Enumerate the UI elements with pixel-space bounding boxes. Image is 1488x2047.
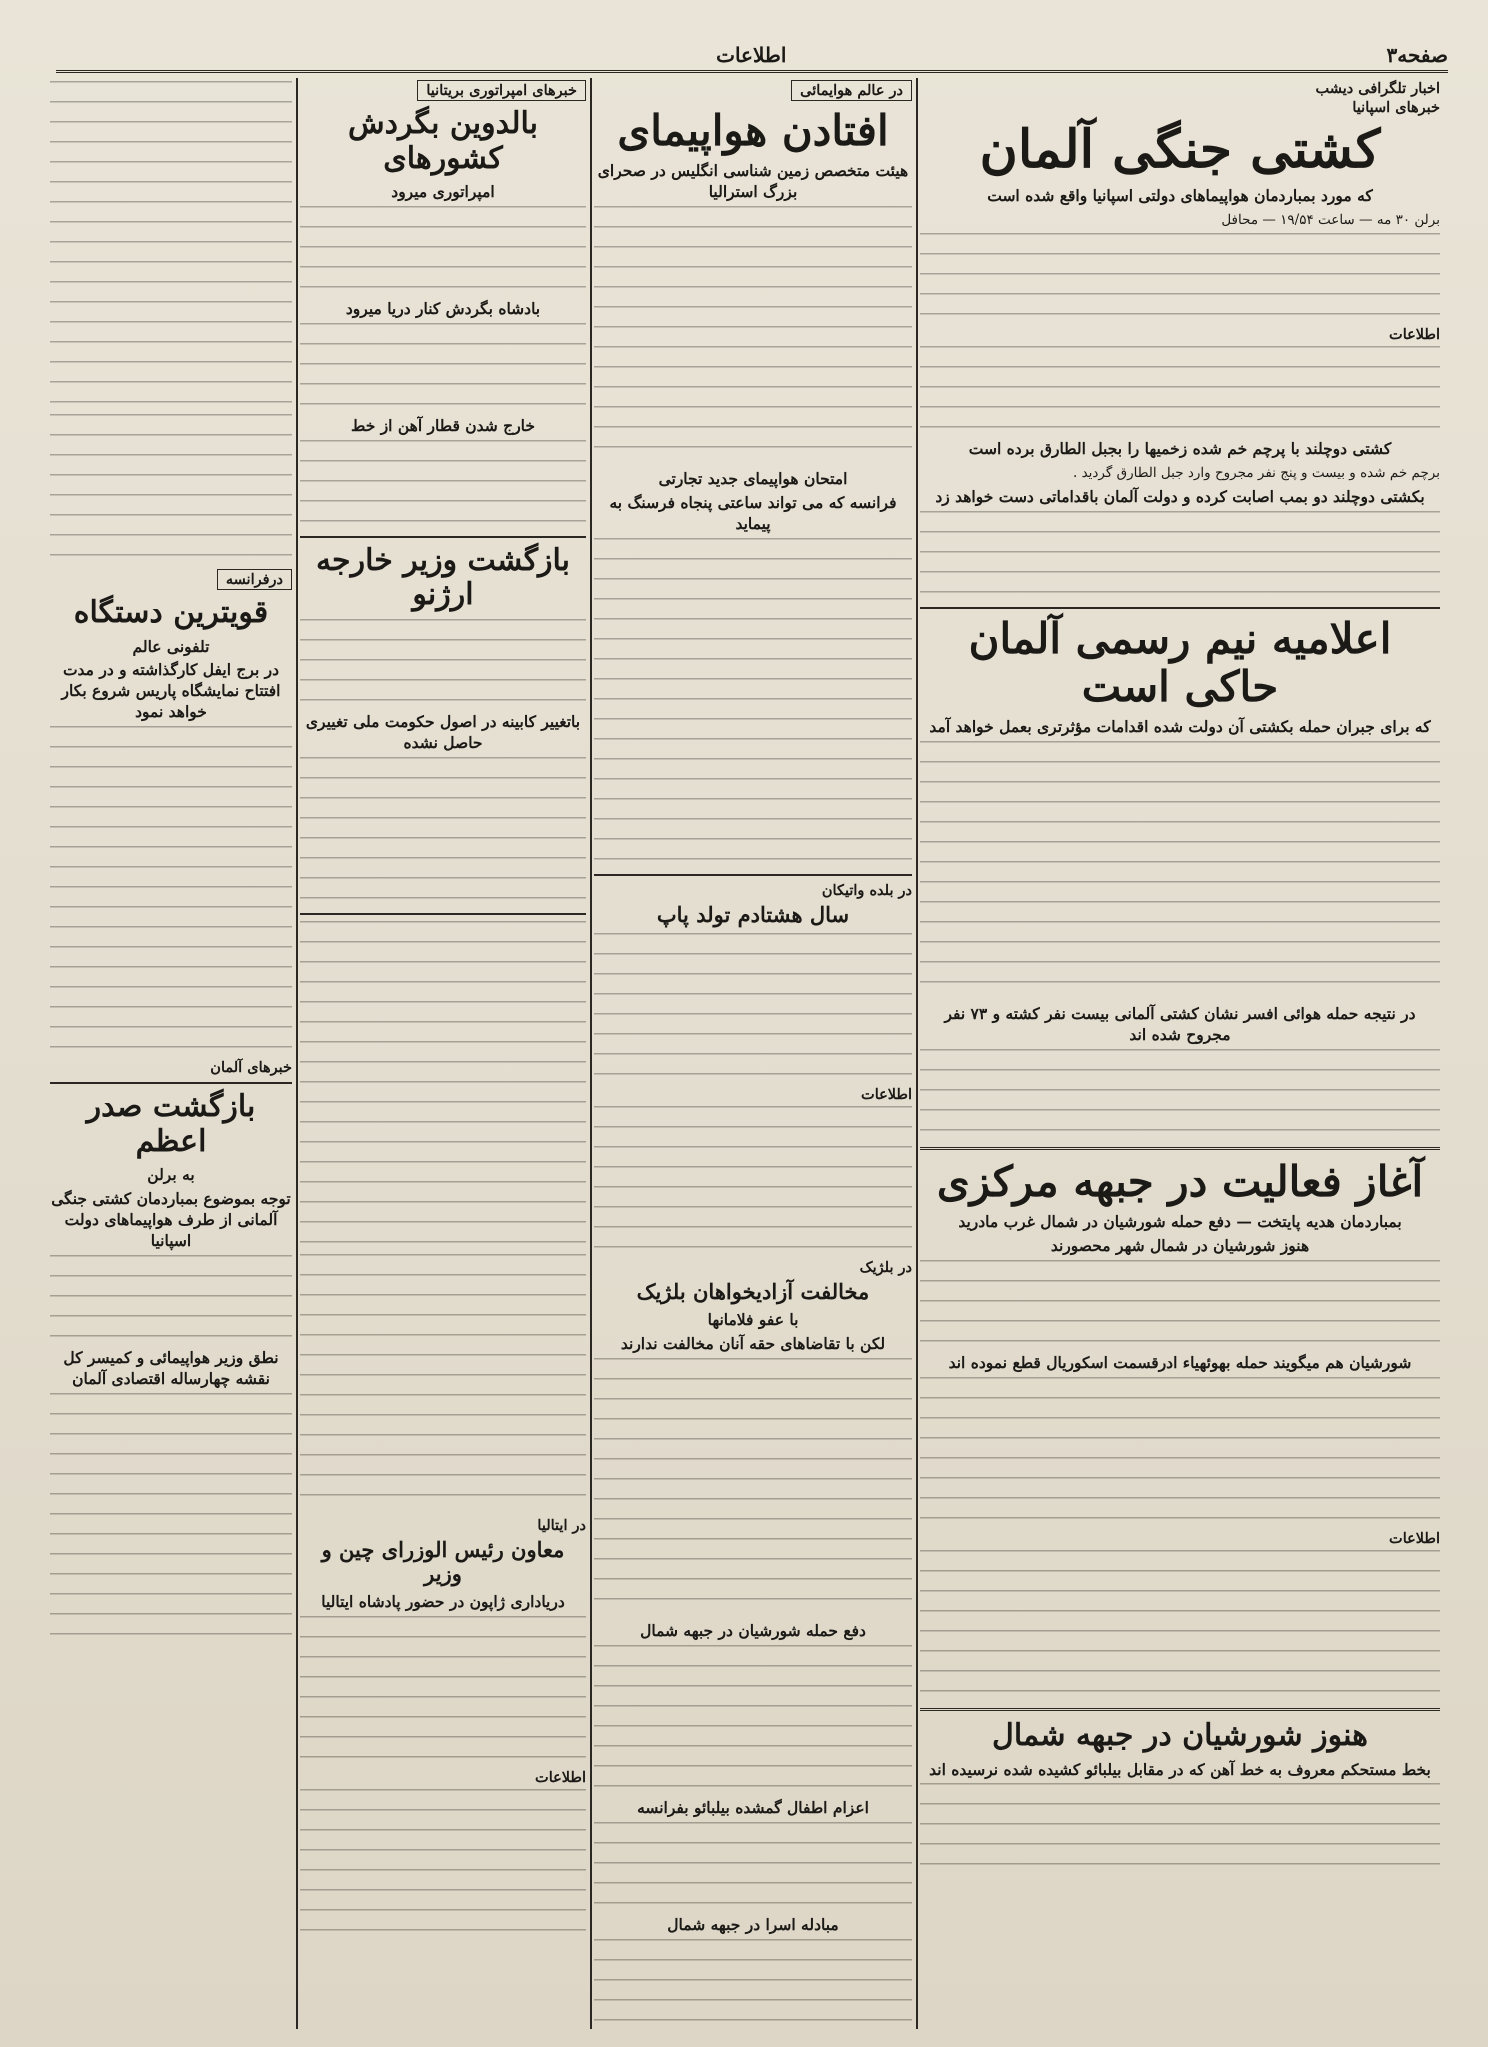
article-body (920, 233, 1440, 323)
divider (50, 1082, 292, 1084)
subhead: بادشاه بگردش کنار دریا میرود (345, 298, 541, 318)
kicker: در بلژیک (859, 1259, 912, 1277)
info-label: اطلاعات (861, 1086, 912, 1104)
column-rule-1 (916, 78, 918, 2029)
subhead: کشتی دوچلند با پرچم خم شده زخمیها را بجبل الطارق برده است (968, 439, 1392, 459)
subhead: امپراتوری میرود (391, 182, 495, 201)
divider (594, 874, 912, 876)
article-body (920, 741, 1440, 1001)
divider (920, 607, 1440, 609)
article-body (920, 511, 1440, 601)
article-body (594, 933, 912, 1083)
article-body (50, 1255, 292, 1345)
headline-chancellor-return: بازگشت صدر اعظم (86, 1089, 256, 1159)
column-british-empire (300, 78, 586, 2029)
divider (300, 913, 586, 915)
column-rule-2 (590, 78, 592, 2029)
subhead: دریاداری ژاپون در حضور پادشاه ایتالیا (321, 1591, 565, 1611)
page-number: صفحه۳ (1386, 43, 1448, 67)
subhead: اعزام اطفال گمشده بیلبائو بفرانسه (637, 1797, 869, 1817)
section-right-label: اخبار تلگرافی دیشب (1315, 80, 1440, 97)
article-body (50, 726, 292, 1056)
info-label: اطلاعات (535, 1768, 586, 1786)
kicker: در ایتالیا (537, 1516, 586, 1534)
article-body (920, 1783, 1440, 1873)
subhead: بخط مستحکم معروف به خط آهن که در مقابل بیلبائو کشیده شده نرسیده اند (929, 1759, 1431, 1779)
subhead: بمباردمان هدیه پایتخت — دفع حمله شورشیان در شمال غرب مادرید (958, 1212, 1402, 1232)
paper-name: اطلاعات (716, 43, 787, 67)
article-body (920, 1377, 1440, 1527)
subhead: امتحان هواپیمای جدید تجارتی (658, 469, 848, 489)
article-body (50, 1393, 292, 1653)
article-body (300, 619, 586, 709)
article-body (50, 414, 292, 564)
subhead: مبادله اسرا در جبهه شمال (667, 1914, 839, 1934)
article-body (594, 1822, 912, 1912)
section-title: خبرهای اسپانیا (1352, 99, 1440, 116)
headline-belgium: مخالفت آزادیخواهان بلژیک (636, 1279, 870, 1305)
subhead: باتغییر کابینه در اصول حکومت ملی تغییری حاصل نشده (305, 711, 581, 752)
article-body (300, 323, 586, 413)
article-body (300, 757, 586, 907)
article-body (300, 921, 586, 1251)
divider (920, 1708, 1440, 1711)
headline-german-communique: اعلامیه نیم رسمی آلمان حاکی است (968, 613, 1392, 711)
subhead: خارج شدن قطار آهن از خط (351, 415, 535, 435)
subhead: هیئت متخصص زمین شناسی انگلیس در صحرای بزرگ استرالیا (597, 161, 909, 202)
kicker: در بلده واتیکان (821, 881, 912, 899)
subhead: نطق وزیر هواپیمائی و کمیسر کل نقشه چهارساله اقتصادی آلمان (63, 1347, 279, 1388)
kicker: درفرانسه (217, 569, 292, 590)
article-body (920, 1049, 1440, 1139)
subhead: که برای جبران حمله بکشتی آن دولت شده اقدامات مؤثرتری بعمل خواهد آمد (929, 717, 1431, 737)
article-body (300, 1789, 586, 1939)
subhead: در نتیجه حمله هوائی افسر نشان کشتی آلمانی بیست نفر کشته و ۷۳ نفر مجروح شده اند (944, 1004, 1416, 1045)
subhead: در برج ایفل کارگذاشته و در مدت افتتاح نمایشگاه پاریس شروع بکار خواهد نمود (61, 660, 281, 722)
article-body (300, 206, 586, 296)
article-body (300, 1616, 586, 1766)
article-body (594, 1106, 912, 1256)
column-rule-3 (296, 78, 298, 2029)
article-body (594, 206, 912, 466)
headline-chinese-vice-premier: معاون رئیس الوزرای چین و وزیر (321, 1536, 565, 1586)
headline-northern-front: هنوز شورشیان در جبهه شمال (992, 1718, 1368, 1754)
article-body (50, 81, 292, 411)
headline-central-front: آغاز فعالیت در جبهه مرکزی (936, 1156, 1424, 1206)
headline-baldwin: بالدوین بگردش کشورهای (348, 106, 538, 176)
subhead: لکن با تقاضاهای حقه آنان مخالفت ندارند (620, 1334, 886, 1354)
subhead: بکشتی دوچلند دو بمب اصابت کرده و دولت آلمان باقداماتی دست خواهد زد (935, 486, 1425, 506)
kicker: خبرهای امپراتوری بریتانیا (417, 80, 586, 101)
subhead: با عفو فلامانها (707, 1310, 799, 1330)
article-body (300, 1254, 586, 1514)
headline-foreign-minister: بازگشت وزیر خارجه ارژنو (315, 542, 571, 613)
headline-plane-crash: افتادن هواپیمای (617, 106, 889, 155)
article-body (300, 440, 586, 530)
divider (920, 1147, 1440, 1150)
article-body (594, 1358, 912, 1618)
column-aviation (594, 78, 912, 2029)
headline-pope-birthday: سال هشتادم تولد پاپ (656, 901, 850, 927)
divider (300, 536, 586, 538)
subhead: به برلن (147, 1165, 195, 1185)
article-body (920, 346, 1440, 436)
info-label: اطلاعات (1389, 326, 1440, 344)
kicker: در عالم هوایمائی (791, 80, 912, 101)
article-body (594, 1645, 912, 1795)
headline-german-warship: کشتی جنگی آلمان (979, 119, 1381, 180)
article-body (594, 1939, 912, 2029)
subhead: که مورد بمباردمان هواپیماهای دولتی اسپانیا واقع شده است (987, 185, 1373, 205)
kicker: خبرهای آلمان (210, 1059, 292, 1077)
subhead: تلفونی عالم (132, 636, 210, 656)
column-spain-news (920, 78, 1440, 2029)
subhead: شورشیان هم میگویند حمله بهوئهیاء ادرقسمت اسکوریال قطع نموده اند (948, 1353, 1412, 1373)
column-france-germany (50, 78, 292, 2029)
article-text: برچم خم شده و بیست و پنج نفر مجروح وارد جبل الطارق گردید . (1072, 465, 1440, 482)
article-body (920, 1260, 1440, 1350)
article-body (920, 1550, 1440, 1700)
subhead: توجه بموضوع بمباردمان کشتی جنگی آلمانی از طرف هواپیماهای دولت اسپانیا (51, 1189, 291, 1250)
article-body (594, 538, 912, 868)
headline-strongest-device: قویترین دستگاه (73, 595, 269, 630)
subhead: هنوز شورشیان در شمال شهر محصورند (1050, 1236, 1310, 1256)
subhead: دفع حمله شورشیان در جبهه شمال (640, 1621, 866, 1641)
dateline: برلن ۳۰ مه — ساعت ۱۹/۵۴ — محافل (1221, 211, 1440, 228)
page-header (56, 40, 1448, 73)
subhead: فرانسه که می تواند ساعتی پنجاه فرسنگ به پیماید (609, 493, 897, 533)
info-label: اطلاعات (1389, 1530, 1440, 1548)
